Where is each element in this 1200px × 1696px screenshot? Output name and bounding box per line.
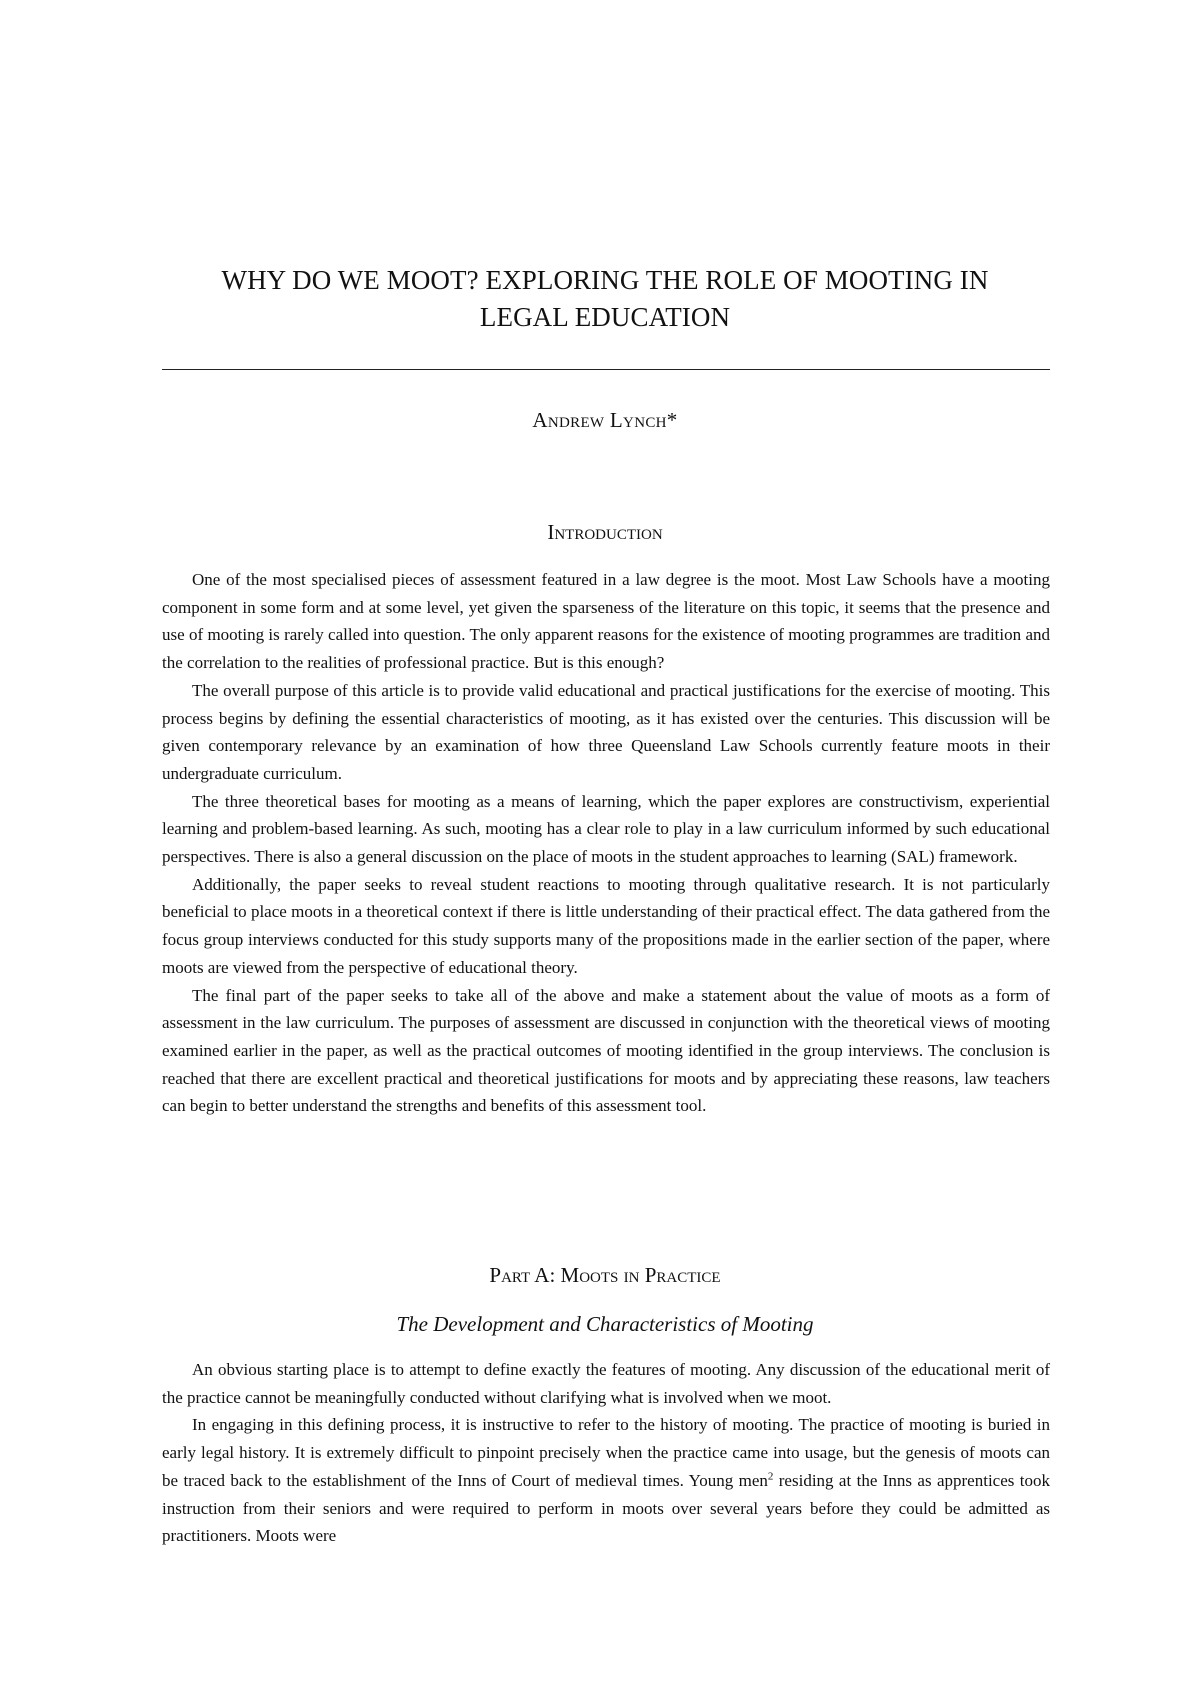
- title-line-1: WHY DO WE MOOT? EXPLORING THE ROLE OF MOOTING IN: [221, 265, 989, 295]
- part-a-paragraph-2-continued: residing at the Inns as apprentices took instruction from their seniors and were required to perform in moots over several years before they could be admitted as practitioners. Moots were: [162, 1470, 1050, 1546]
- intro-paragraph-1: One of the most specialised pieces of assessment featured in a law degree is the moot. Most Law Schools have a mooting component in some form and at some level, yet given the sparseness of the literature on this topic, it seems that the presence and use of mooting is rarely called into question. The only apparent reasons for the existence of mooting programmes are tradition and the correlation to the realities of professional practice. But is this enough?: [162, 570, 1050, 673]
- paper-title: [160, 262, 1050, 336]
- part-a-paragraph-1: An obvious starting place is to attempt to define exactly the features of mooting. Any discussion of the educational merit of the practice cannot be meaningfully conducted without clarifying what is involved when we moot.: [162, 1360, 1050, 1407]
- part-a-paragraph-2: [162, 1411, 1050, 1550]
- title-line-2: LEGAL EDUCATION: [479, 302, 731, 332]
- part-a-heading: Part A: Moots in Practice: [489, 1263, 721, 1287]
- intro-paragraph-2: The overall purpose of this article is to provide valid educational and practical justifications for the exercise of mooting. This process begins by defining the essential characteristics of mooting, as it has existed over the centuries. This discussion will be given contemporary relevance by an examination of how three Queensland Law Schools currently feature moots in their undergraduate curriculum.: [162, 680, 1050, 783]
- intro-paragraph-3: The three theoretical bases for mooting as a means of learning, which the paper explores are constructivism, experiential learning and problem-based learning. As such, mooting has a clear role to play in a law curriculum informed by such educational perspectives. There is also a general discussion on the place of moots in the student approaches to learning (SAL) framework.: [162, 791, 1050, 867]
- introduction-body: [162, 566, 1050, 1120]
- title-divider: [162, 369, 1050, 370]
- footnote-marker[interactable]: 2: [767, 1470, 774, 1483]
- part-a-subheading: The Development and Characteristics of Mooting: [396, 1312, 814, 1336]
- author-name: Andrew Lynch*: [532, 408, 678, 432]
- intro-paragraph-5: The final part of the paper seeks to take all of the above and make a statement about the value of moots as a form of assessment in the law curriculum. The purposes of assessment are discussed in conjunction with the theoretical views of mooting examined earlier in the paper, as well as the practical outcomes of mooting identified in the group interviews. The conclusion is reached that there are excellent practical and theoretical justifications for moots and by appreciating these reasons, law teachers can begin to better understand the strengths and benefits of this assessment tool.: [162, 985, 1050, 1116]
- introduction-heading: Introduction: [547, 520, 663, 544]
- part-a-body: [162, 1356, 1050, 1550]
- intro-paragraph-4: Additionally, the paper seeks to reveal student reactions to mooting through qualitative research. It is not particularly beneficial to place moots in a theoretical context if there is little understanding of their practical effect. The data gathered from the focus group interviews conducted for this study supports many of the propositions made in the earlier section of the paper, where moots are viewed from the perspective of educational theory.: [162, 874, 1050, 977]
- part-a-paragraph-2-text: In engaging in this defining process, it is instructive to refer to the history of mooting. The practice of mooting is buried in early legal history. It is extremely difficult to pinpoint precisely when the practice came into usage, but the genesis of moots can be traced back to the establishment of the Inns of Court of medieval times. Young men: [162, 1415, 1050, 1490]
